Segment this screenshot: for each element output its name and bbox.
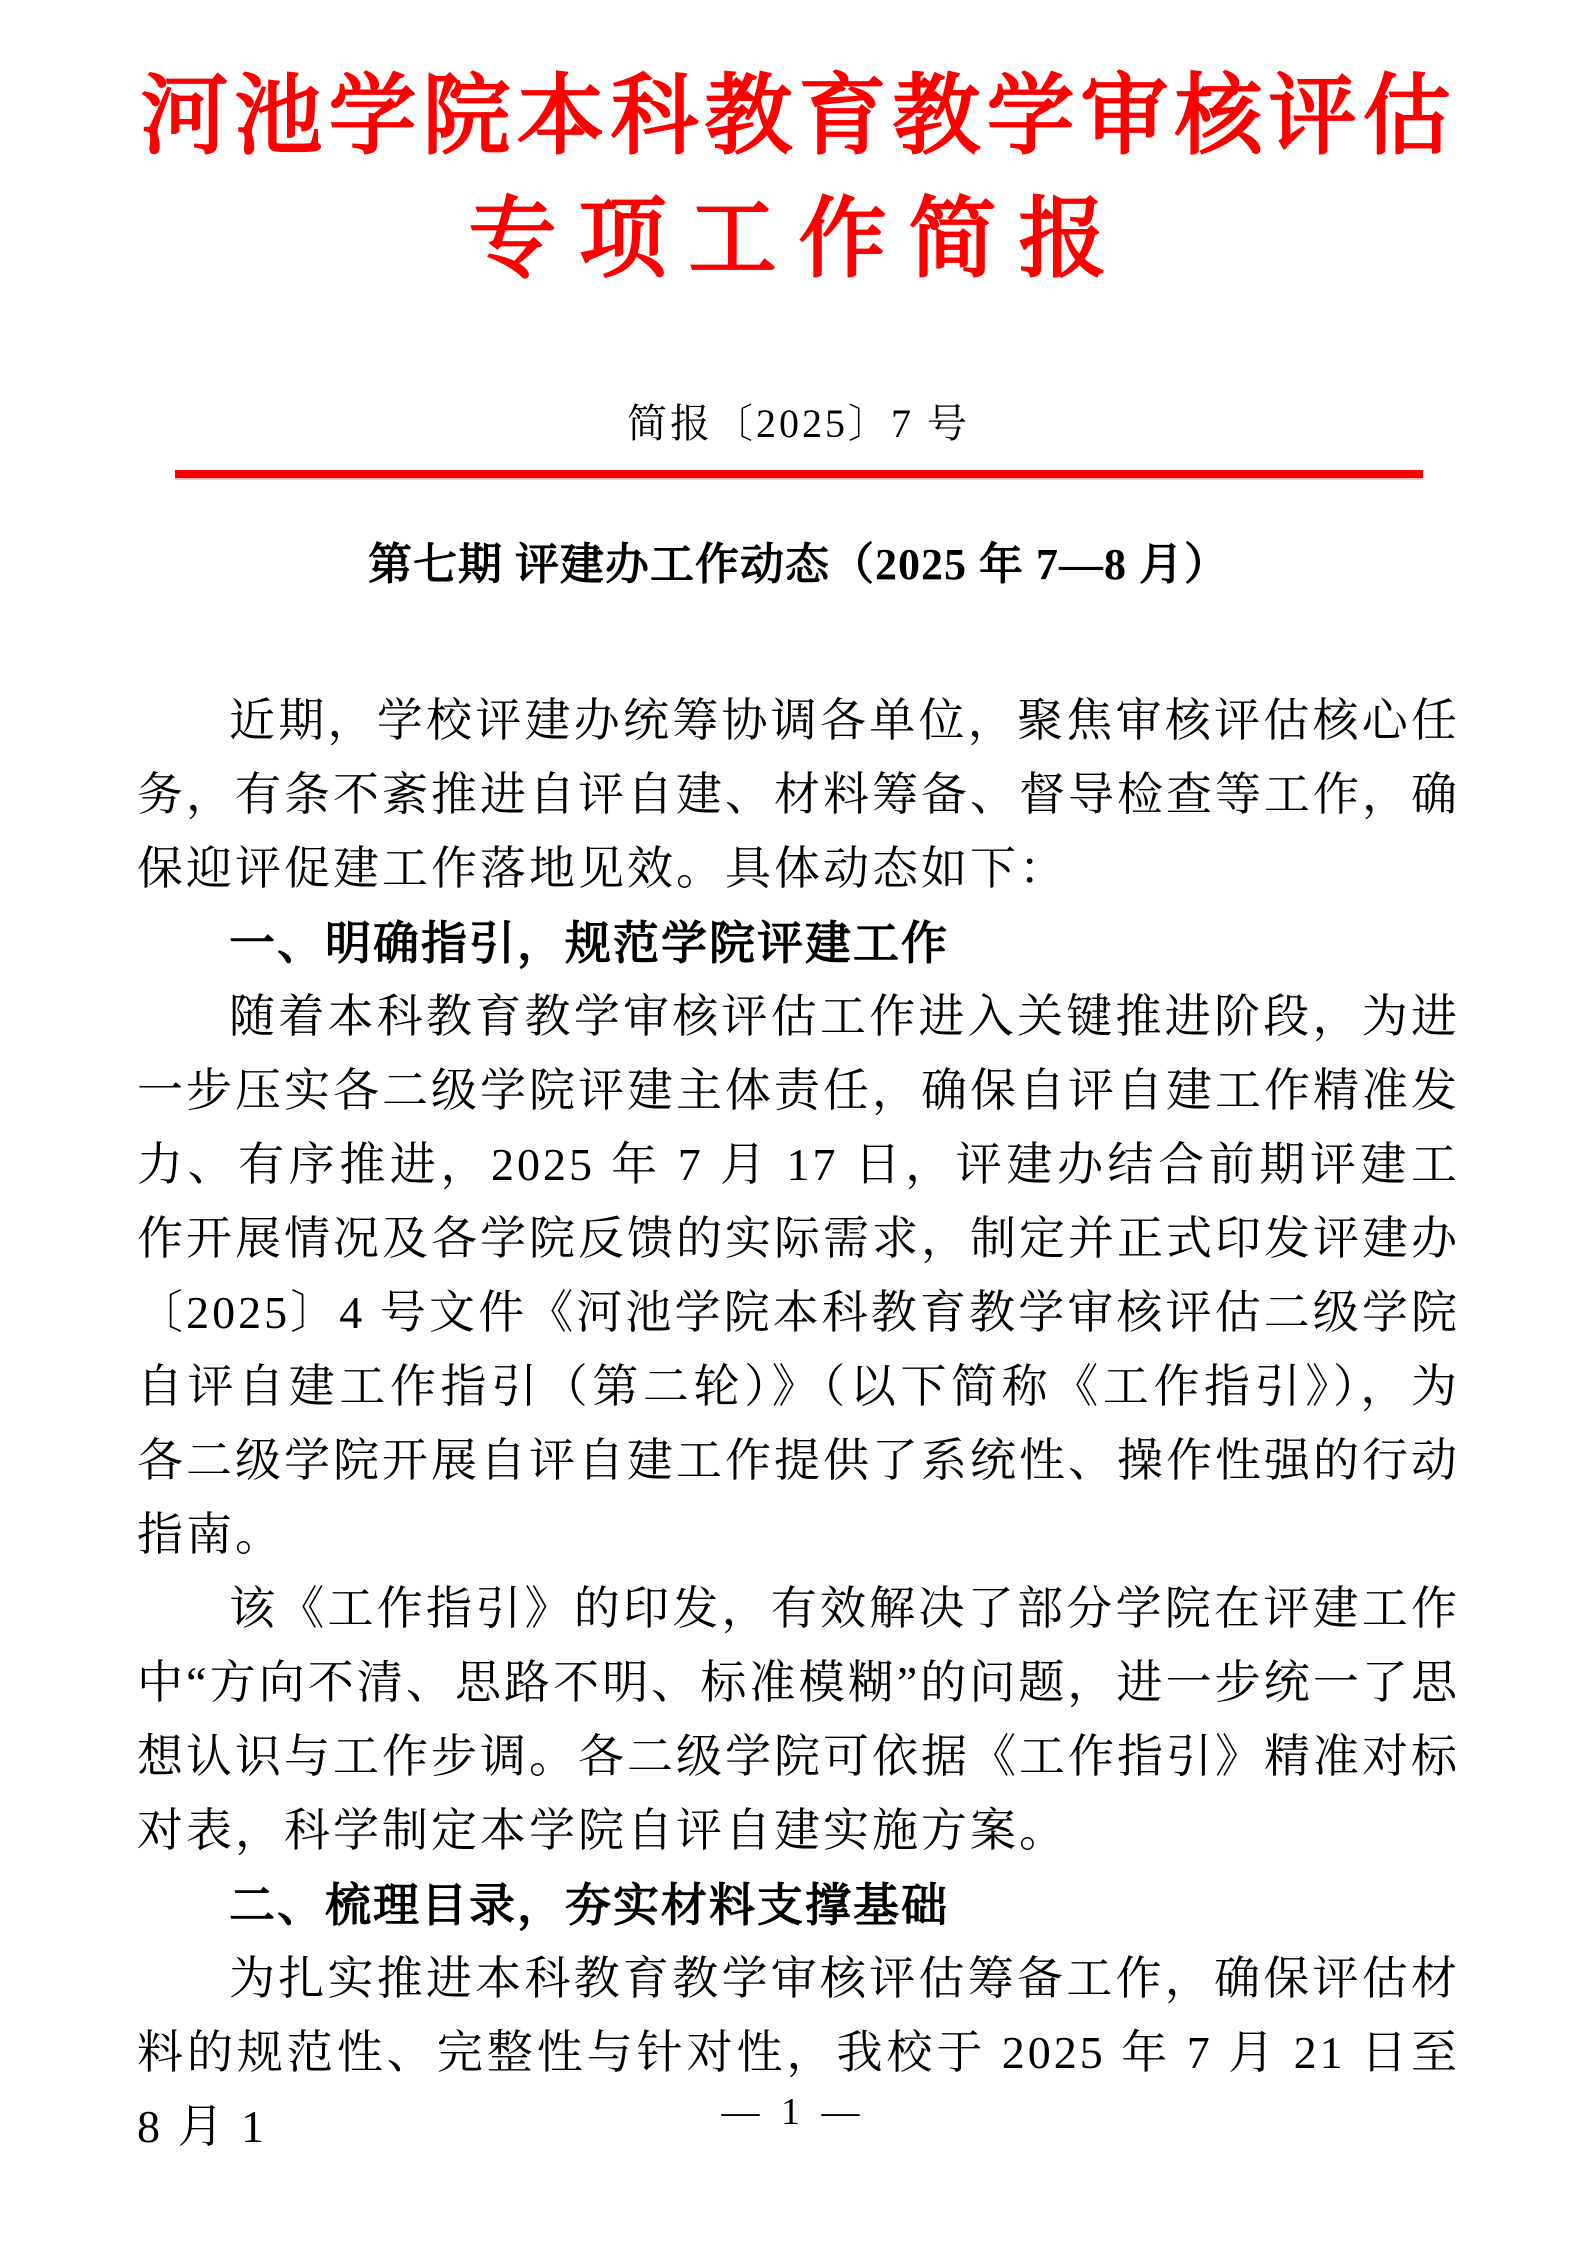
section-heading-2: 二、梳理目录，夯实材料支撑基础: [229, 1879, 949, 1931]
red-divider-line: [175, 470, 1423, 478]
section-2-paragraph-1: 为扎实推进本科教育教学审核评估筹备工作，确保评估材料的规范性、完整性与针对性，我校于 2025 年 7 月 21 日至 8 月 1: [137, 1953, 1461, 2152]
section-1-paragraph-2: 该《工作指引》的印发，有效解决了部分学院在评建工作中“方向不清、思路不明、标准模糊”的问题，进一步统一了思想认识与工作步调。各二级学院可依据《工作指引》精准对标对表，科学制定本学院自评自建实施方案。: [137, 1583, 1460, 1856]
document-title-line2: 专项工作简报: [468, 192, 1129, 289]
issue-number: 简报〔2025〕7 号: [627, 401, 970, 446]
intro-paragraph: 近期，学校评建办统筹协调各单位，聚焦审核评估核心任务，有条不紊推进自评自建、材料筹备、督导检查等工作，确保迎评促建工作落地见效。具体动态如下：: [137, 695, 1460, 894]
section-1-paragraph-1: 随着本科教育教学审核评估工作进入关键推进阶段，为进一步压实各二级学院评建主体责任，确保自评自建工作精准发力、有序推进，2025 年 7 月 17 日，评建办结合前期评建工作开展情况及各学院反馈的实际需求，制定并正式印发评建办〔2025〕4 号文件《河池学院本科教育教学审核评估二级学院自评自建工作指引（第二轮）》（以下简称《工作指引》），为各二级学院开展自评自建工作提供了系统性、操作性强的行动指南。: [137, 991, 1460, 1560]
page-number: — 1 —: [721, 2091, 866, 2133]
section-heading-1: 一、明确指引，规范学院评建工作: [229, 917, 949, 969]
bulletin-heading: 第七期 评建办工作动态（2025 年 7—8 月）: [368, 540, 1229, 589]
document-title-line1: 河池学院本科教育教学审核评估: [140, 69, 1457, 166]
document-title: [137, 56, 1460, 302]
document-body: [137, 684, 1460, 2164]
